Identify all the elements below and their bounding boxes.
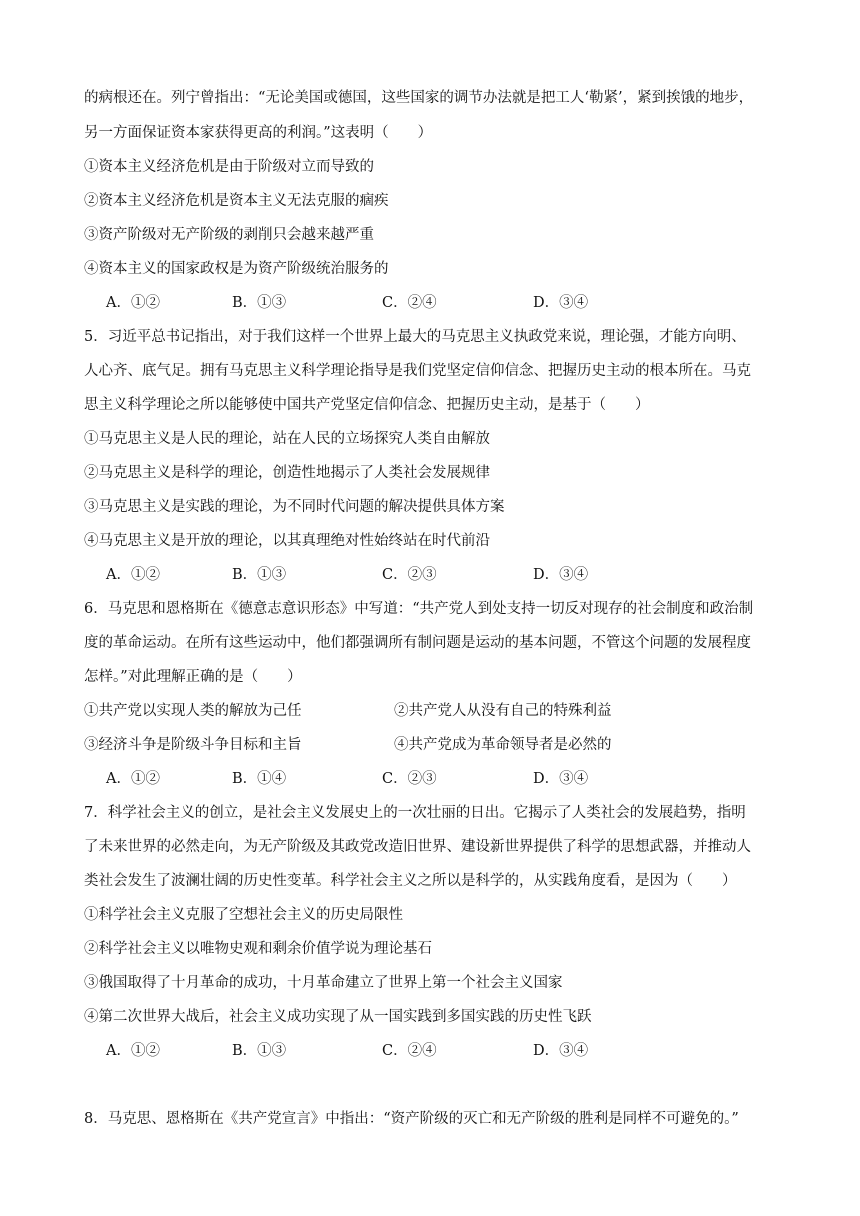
q4-stem-line-1: 的病根还在。列宁曾指出：“无论美国或德国，这些国家的调节办法就是把工人‘勒紧’，紧到挨饿的地步， — [84, 90, 754, 106]
q4-option-a[interactable]: A．①② — [106, 295, 160, 311]
q5-item-3: ③马克思主义是实践的理论，为不同时代问题的解决提供具体方案 — [84, 499, 505, 515]
q5-option-a[interactable]: A．①② — [106, 567, 160, 583]
q6-stem-line-2: 度的革命运动。在所有这些运动中，他们都强调所有制问题是运动的基本问题，不管这个问题的发展程度 — [84, 635, 751, 651]
q5-item-4: ④马克思主义是开放的理论，以其真理绝对性始终站在时代前沿 — [84, 533, 490, 549]
q4-option-b[interactable]: B．①③ — [232, 295, 287, 311]
q7-option-a[interactable]: A．①② — [106, 1043, 160, 1059]
q8-stem-line-1: 8．马克思、恩格斯在《共产党宣言》中指出：“资产阶级的灭亡和无产阶级的胜利是同样不可避免的。” — [84, 1111, 739, 1127]
q7-stem-line-1: 7．科学社会主义的创立，是社会主义发展史上的一次壮丽的日出。它揭示了人类社会的发展趋势，指明 — [84, 805, 746, 821]
q4-item-4: ④资本主义的国家政权是为资产阶级统治服务的 — [84, 261, 389, 277]
q6-item-2: ②共产党人从没有自己的特殊利益 — [394, 703, 612, 719]
q5-item-1: ①马克思主义是人民的理论，站在人民的立场探究人类自由解放 — [84, 431, 490, 447]
q6-option-c[interactable]: C．②③ — [382, 771, 437, 787]
q6-items-row-2 — [84, 735, 784, 755]
q4-option-c[interactable]: C．②④ — [382, 295, 437, 311]
q7-option-d[interactable]: D．③④ — [533, 1043, 589, 1059]
q4-option-d[interactable]: D．③④ — [533, 295, 589, 311]
q5-option-d[interactable]: D．③④ — [533, 567, 589, 583]
q6-option-b[interactable]: B．①④ — [232, 771, 287, 787]
q6-option-a[interactable]: A．①② — [106, 771, 160, 787]
q5-stem-line-1: 5．习近平总书记指出，对于我们这样一个世界上最大的马克思主义执政党来说，理论强，才能方向明、 — [84, 329, 746, 345]
q7-item-2: ②科学社会主义以唯物史观和剩余价值学说为理论基石 — [84, 941, 432, 957]
q6-option-d[interactable]: D．③④ — [533, 771, 589, 787]
q6-stem-line-1: 6．马克思和恩格斯在《德意志意识形态》中写道：“共产党人到处支持一切反对现存的社会制度和政治制 — [84, 601, 754, 617]
q6-item-3: ③经济斗争是阶级斗争目标和主旨 — [84, 737, 302, 753]
q6-options — [106, 769, 726, 789]
q7-item-3: ③俄国取得了十月革命的成功，十月革命建立了世界上第一个社会主义国家 — [84, 975, 563, 991]
q6-item-4: ④共产党成为革命领导者是必然的 — [394, 737, 612, 753]
q4-stem-line-2: 另一方面保证资本家获得更高的利润。”这表明（ ） — [84, 125, 433, 141]
q4-options — [106, 293, 726, 313]
q5-stem-line-2: 人心齐、底气足。拥有马克思主义科学理论指导是我们党坚定信仰信念、把握历史主动的根本所在。马克 — [84, 363, 751, 379]
q7-item-4: ④第二次世界大战后，社会主义成功实现了从一国实践到多国实践的历史性飞跃 — [84, 1009, 592, 1025]
q7-option-b[interactable]: B．①③ — [232, 1043, 287, 1059]
q7-item-1: ①科学社会主义克服了空想社会主义的历史局限性 — [84, 907, 403, 923]
q6-item-1: ①共产党以实现人类的解放为己任 — [84, 703, 302, 719]
q6-items-row-1 — [84, 701, 784, 721]
q5-option-b[interactable]: B．①③ — [232, 567, 287, 583]
q5-option-c[interactable]: C．②③ — [382, 567, 437, 583]
q4-item-1: ①资本主义经济危机是由于阶级对立而导致的 — [84, 159, 374, 175]
q4-item-3: ③资产阶级对无产阶级的剥削只会越来越严重 — [84, 227, 374, 243]
q4-item-2: ②资本主义经济危机是资本主义无法克服的痼疾 — [84, 193, 389, 209]
q7-stem-line-2: 了未来世界的必然走向，为无产阶级及其政党改造旧世界、建设新世界提供了科学的思想武器，并推动人 — [84, 839, 751, 855]
q7-option-c[interactable]: C．②④ — [382, 1043, 437, 1059]
q5-stem-line-3: 思主义科学理论之所以能够使中国共产党坚定信仰信念、把握历史主动，是基于（ ） — [84, 397, 650, 413]
q6-stem-line-3: 怎样。”对此理解正确的是（ ） — [84, 669, 302, 685]
q5-options — [106, 565, 726, 585]
q5-item-2: ②马克思主义是科学的理论，创造性地揭示了人类社会发展规律 — [84, 465, 490, 481]
q7-stem-line-3: 类社会发生了波澜壮阔的历史性变革。科学社会主义之所以是科学的，从实践角度看，是因为（ ） — [84, 873, 737, 889]
q7-options — [106, 1041, 726, 1061]
